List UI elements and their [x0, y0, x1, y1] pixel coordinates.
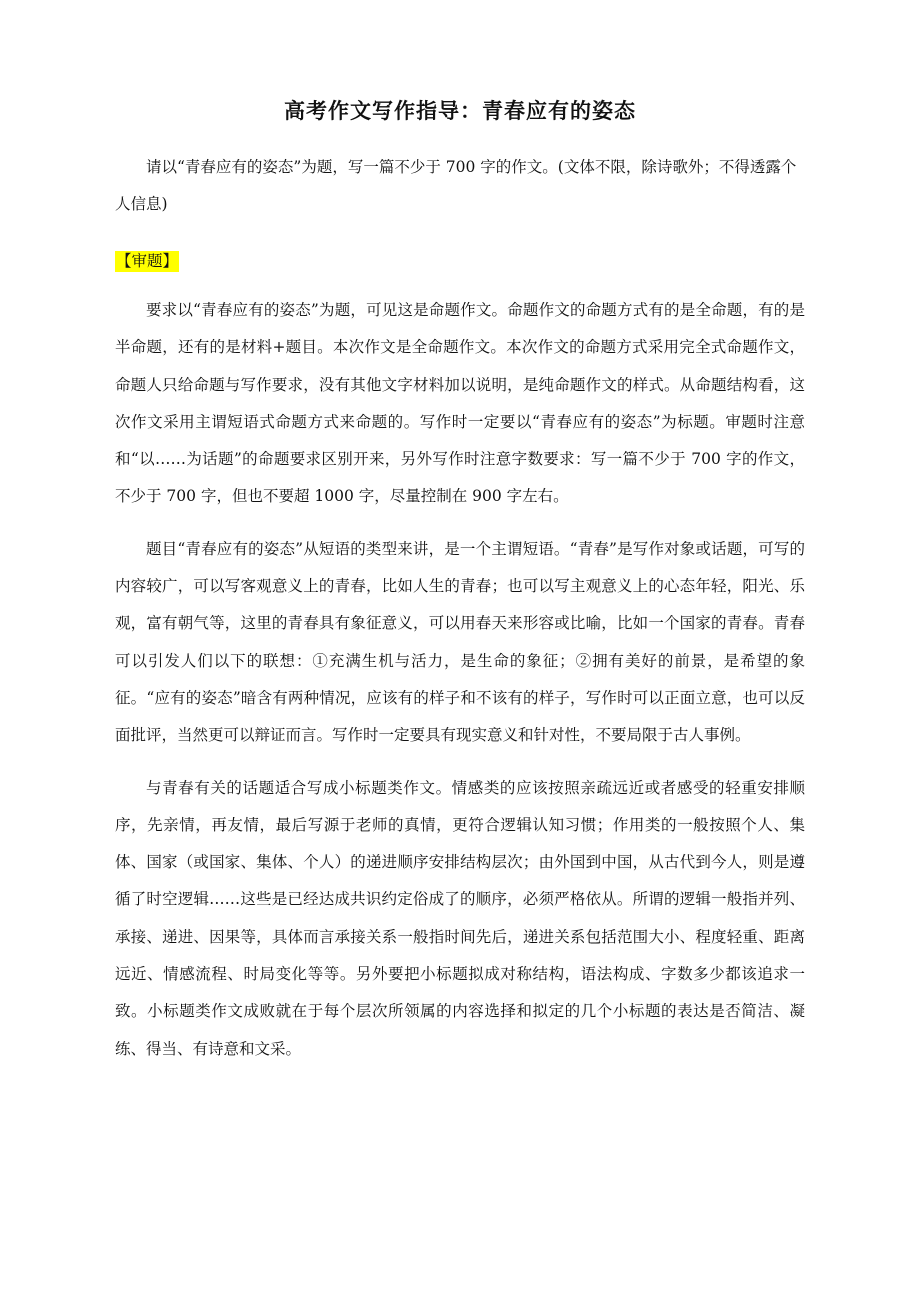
section-tag-shenti: 【审题】	[116, 252, 179, 270]
essay-prompt: 请以“青春应有的姿态”为题，写一篇不少于 700 字的作文。(文体不限，除诗歌外；不得透露个人信息)	[115, 158, 797, 213]
paragraph-3: 与青春有关的话题适合写成小标题类作文。情感类的应该按照亲疏远近或者感受的轻重安排顺序，先亲情，再友情，最后写源于老师的真情，更符合逻辑认知习惯；作用类的一般按照个人、集体、国家（或国家、集体、个人）的递进顺序安排结构层次；由外国到中国，从古代到今人，则是遵循了时空逻辑……这些是已经达成共识约定俗成了的顺序，必须严格依从。所谓的逻辑一般指并列、承接、递进、因果等，具体而言承接关系一般指时间先后，递进关系包括范围大小、程度轻重、距离远近、情感流程、时局变化等等。另外要把小标题拟成对称结构，语法构成、字数多少都该追求一致。小标题类作文成败就在于每个层次所领属的内容选择和拟定的几个小标题的表达是否简洁、凝练、得当、有诗意和文采。	[115, 778, 805, 1058]
document-title: 高考作文写作指导：青春应有的姿态	[284, 99, 636, 123]
paragraph-2: 题目“青春应有的姿态”从短语的类型来讲，是一个主谓短语。“青春”是写作对象或话题，可写的内容较广，可以写客观意义上的青春，比如人生的青春；也可以写主观意义上的心态年轻，阳光、乐观，富有朝气等，这里的青春具有象征意义，可以用春天来形容或比喻，比如一个国家的青春。青春可以引发人们以下的联想：①充满生机与活力，是生命的象征；②拥有美好的前景，是希望的象征。“应有的姿态”暗含有两种情况，应该有的样子和不该有的样子，写作时可以正面立意，也可以反面批评，当然更可以辩证而言。写作时一定要具有现实意义和针对性，不要局限于古人事例。	[115, 539, 805, 745]
section-tag-row	[115, 251, 805, 292]
paragraph-1: 要求以“青春应有的姿态”为题，可见这是命题作文。命题作文的命题方式有的是全命题，有的是半命题，还有的是材料+题目。本次作文是全命题作文。本次作文的命题方式采用完全式命题作文，命题人只给命题与写作要求，没有其他文字材料加以说明，是纯命题作文的样式。从命题结构看，这次作文采用主谓短语式命题方式来命题的。写作时一定要以“青春应有的姿态”为标题。审题时注意和“以……为话题”的命题要求区别开来，另外写作时注意字数要求：写一篇不少于 700 字的作文，不少于 700 字，但也不要超 1000 字，尽量控制在 900 字左右。	[115, 301, 805, 506]
document-page	[115, 95, 805, 1083]
